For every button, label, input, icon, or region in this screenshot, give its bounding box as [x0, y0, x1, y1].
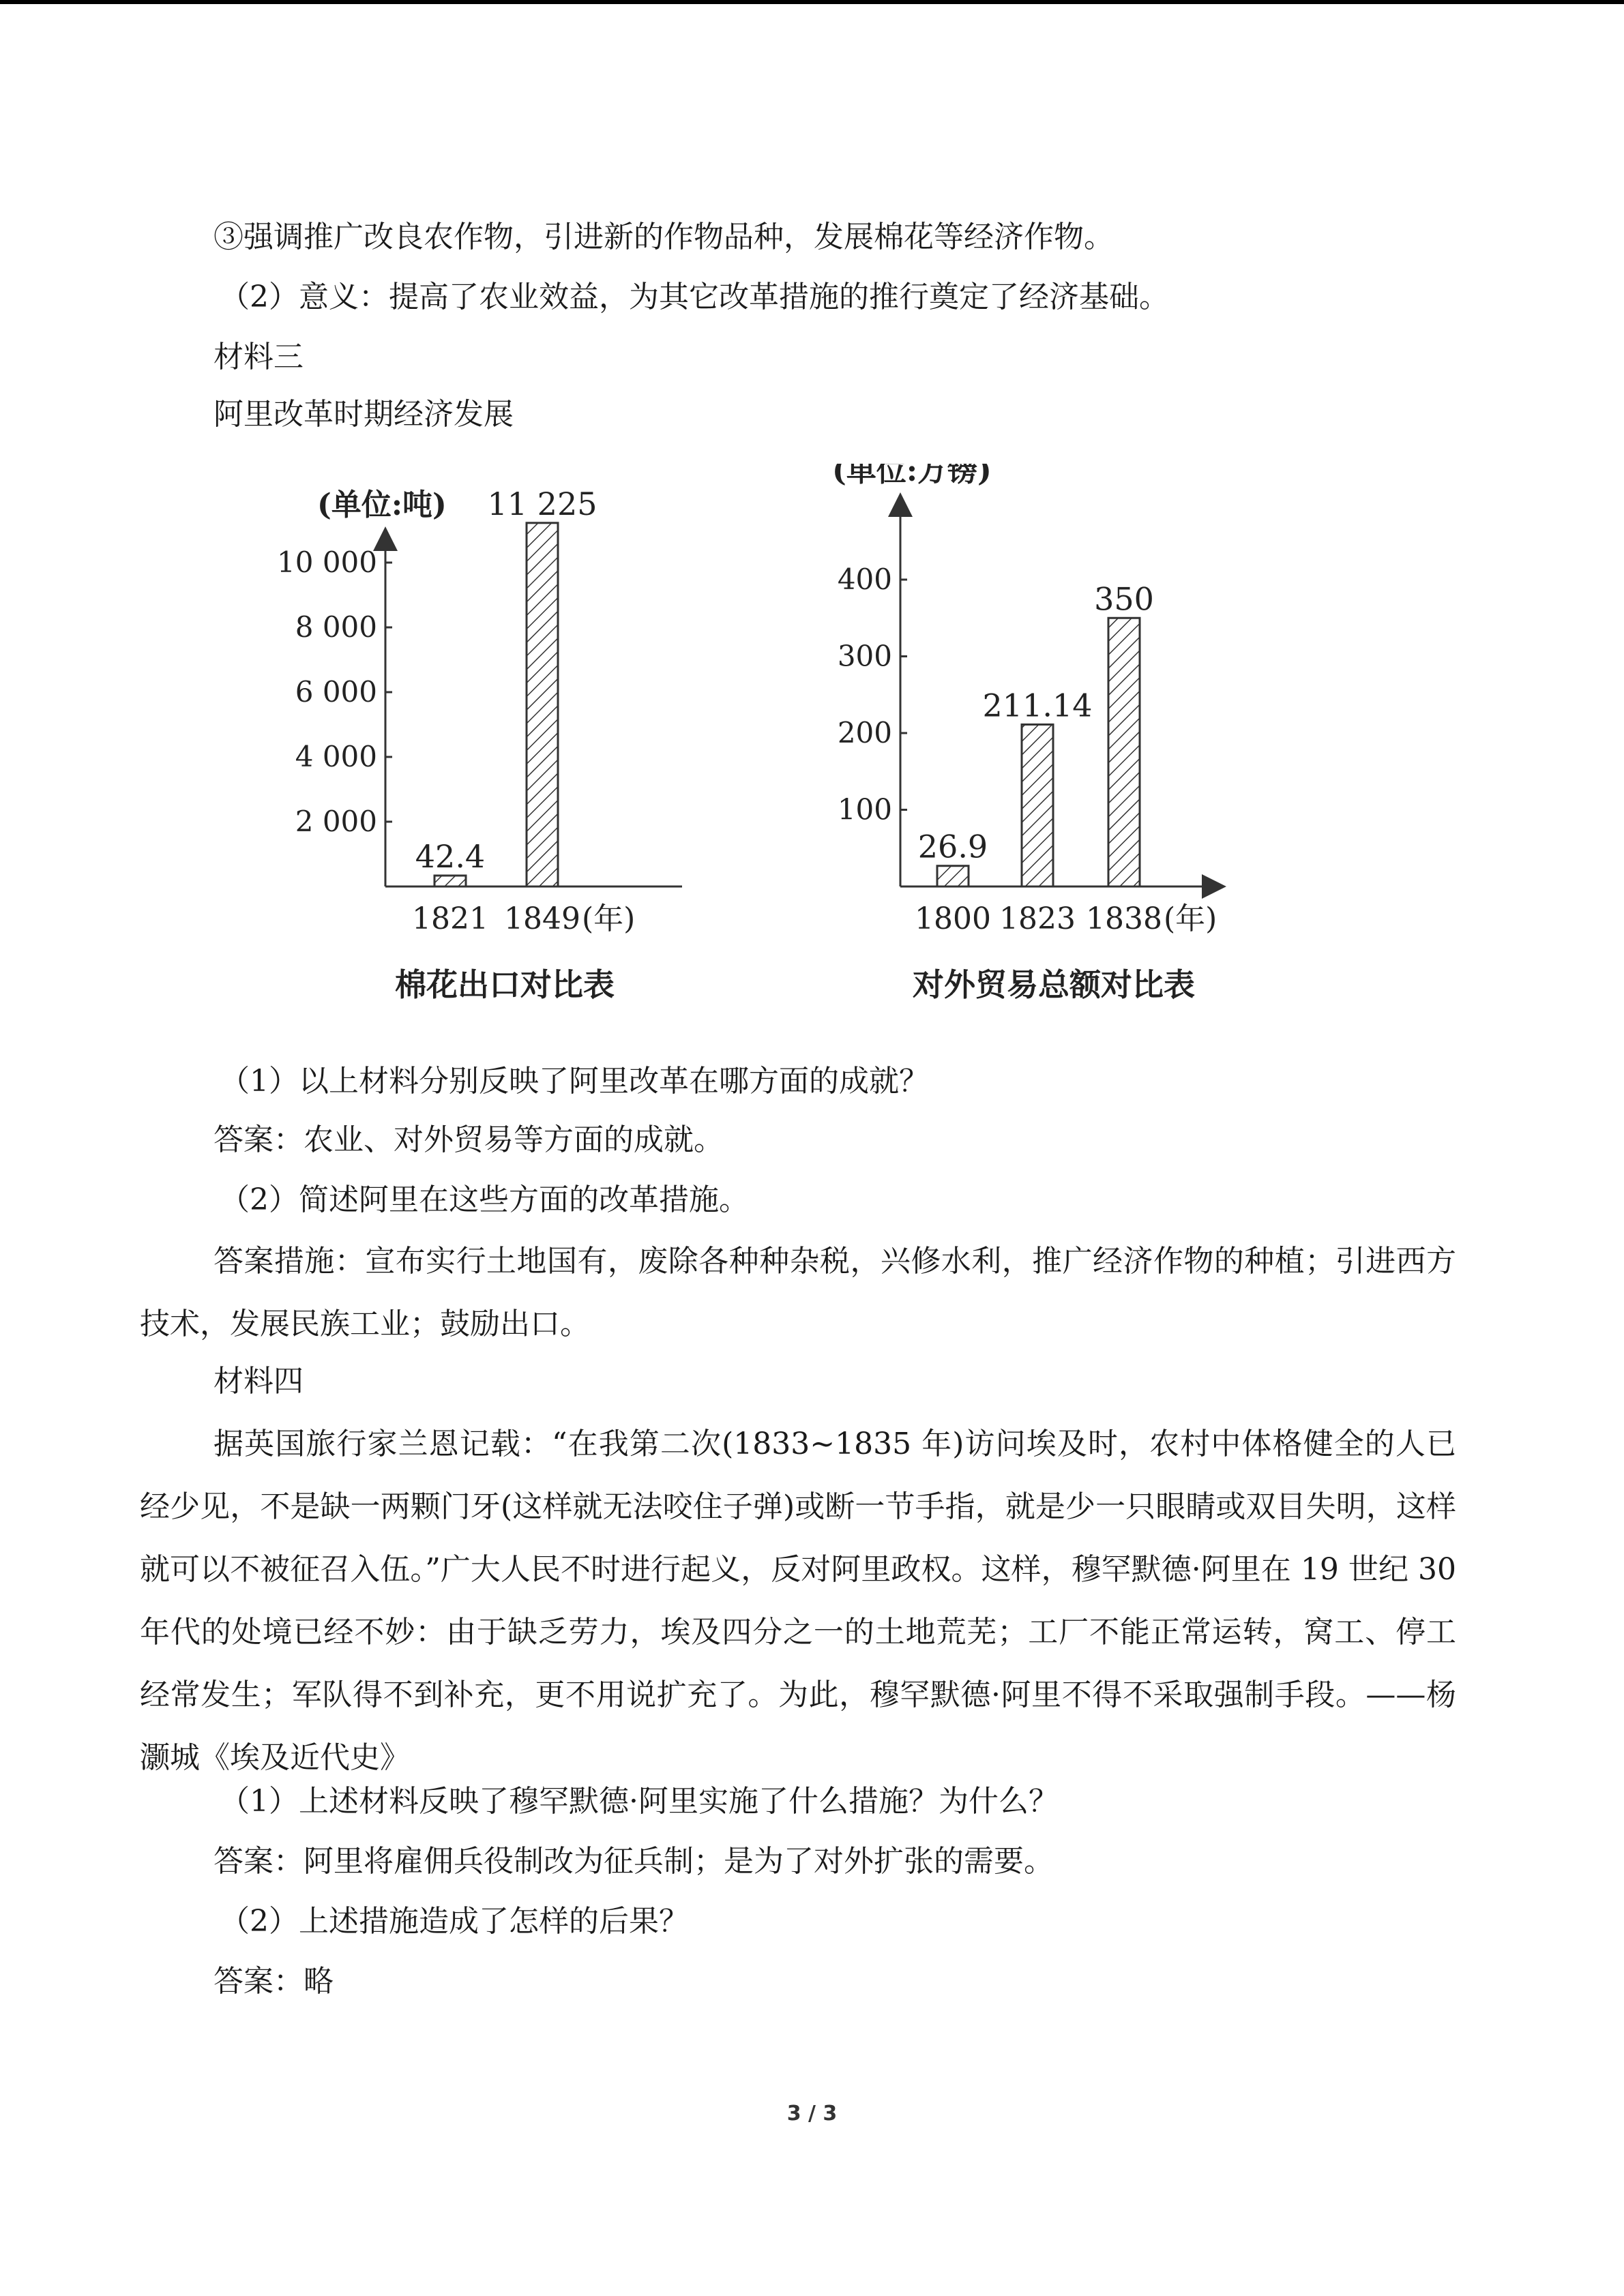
- unit-label: (单位:万镑): [832, 464, 992, 488]
- x-tick-label: 1821: [412, 901, 488, 936]
- bar-value-label: 26.9: [917, 828, 988, 865]
- bar-value-label: 211.14: [982, 687, 1093, 724]
- x-tick-label: 1800: [915, 901, 991, 936]
- trade-total-chart: [832, 464, 1217, 1003]
- charts-figure: [246, 464, 1310, 1023]
- y-tick-label: 10 000: [277, 546, 377, 579]
- y-tick-label: 6 000: [295, 675, 377, 709]
- page-number: 3 / 3: [786, 2102, 838, 2126]
- answer-4: 答案：略: [213, 1964, 334, 1999]
- question-1: （1）以上材料分别反映了阿里改革在哪方面的成就？: [220, 1064, 929, 1099]
- chart-title: 棉花出口对比表: [395, 966, 615, 1003]
- top-border: [0, 0, 1624, 4]
- y-tick-label: 400: [837, 563, 892, 596]
- question-2: （2）简述阿里在这些方面的改革措施。: [220, 1182, 749, 1217]
- bar-value-label: 11 225: [487, 485, 597, 522]
- question-3: （1）上述材料反映了穆罕默德·阿里实施了什么措施？为什么？: [220, 1784, 1059, 1819]
- material-three-heading: 材料三: [213, 340, 304, 374]
- y-tick-label: 8 000: [295, 610, 377, 644]
- y-tick-label: 4 000: [295, 740, 377, 773]
- answer-1: 答案：农业、对外贸易等方面的成就。: [213, 1122, 724, 1157]
- bar: [527, 523, 558, 886]
- y-tick-label: 100: [837, 792, 892, 826]
- bar: [434, 876, 466, 886]
- bar-value-label: 350: [1094, 580, 1154, 618]
- answer-2-paragraph: 答案措施：宣布实行土地国有，废除各种种杂税，兴修水利，推广经济作物的种植；引进西方技术，发展民族工业；鼓励出口。: [140, 1244, 1456, 1341]
- text-line-1: ③强调推广改良农作物，引进新的作物品种，发展棉花等经济作物。: [213, 220, 1114, 254]
- y-tick-label: 200: [837, 716, 892, 749]
- x-tick-label: 1823: [999, 901, 1076, 936]
- chart-title: 对外贸易总额对比表: [913, 966, 1195, 1003]
- y-tick-label: 300: [837, 639, 892, 673]
- unit-label: (单位:吨): [317, 488, 447, 522]
- text-line-2: （2）意义：提高了农业效益，为其它改革措施的推行奠定了经济基础。: [220, 280, 1169, 314]
- material-four-heading: 材料四: [213, 1364, 304, 1399]
- bar-value-label: 42.4: [415, 838, 486, 875]
- x-tick-label: 1849: [504, 901, 580, 936]
- charts-svg: [246, 464, 1310, 1023]
- chart-section-caption: 阿里改革时期经济发展: [213, 397, 514, 432]
- y-tick-label: 2 000: [295, 805, 377, 838]
- material-four-paragraph: 据英国旅行家兰恩记载：“在我第二次(1833~1835 年)访问埃及时，农村中体格健全的人已经少见，不是缺一两颗门牙(这样就无法咬住子弹)或断一节手指，就是少一只眼睛或双目失明，这样就可以不被征召入伍。”广大人民不时进行起义，反对阿里政权。这样，穆罕默德·阿里在 19 世纪 30 年代的处境已经不妙：由于缺乏劳力，埃及四分之一的土地荒芜；工厂不能正常运转，窝工、停工经常发生；军队得不到补充，更不用说扩充了。为此，穆罕默德·阿里不得不采取强制手段。——杨灏城《埃及近代史》: [140, 1427, 1456, 1775]
- answer-3: 答案：阿里将雇佣兵役制改为征兵制；是为了对外扩张的需要。: [213, 1844, 1054, 1879]
- cotton-export-chart: [277, 486, 682, 1003]
- x-tick-label: 1838: [1086, 901, 1162, 936]
- x-axis-label: (年): [582, 901, 636, 936]
- x-axis-label: (年): [1164, 901, 1217, 936]
- bar: [1108, 618, 1140, 886]
- bar: [1022, 724, 1053, 886]
- bar: [937, 866, 969, 886]
- question-4: （2）上述措施造成了怎样的后果？: [220, 1904, 689, 1939]
